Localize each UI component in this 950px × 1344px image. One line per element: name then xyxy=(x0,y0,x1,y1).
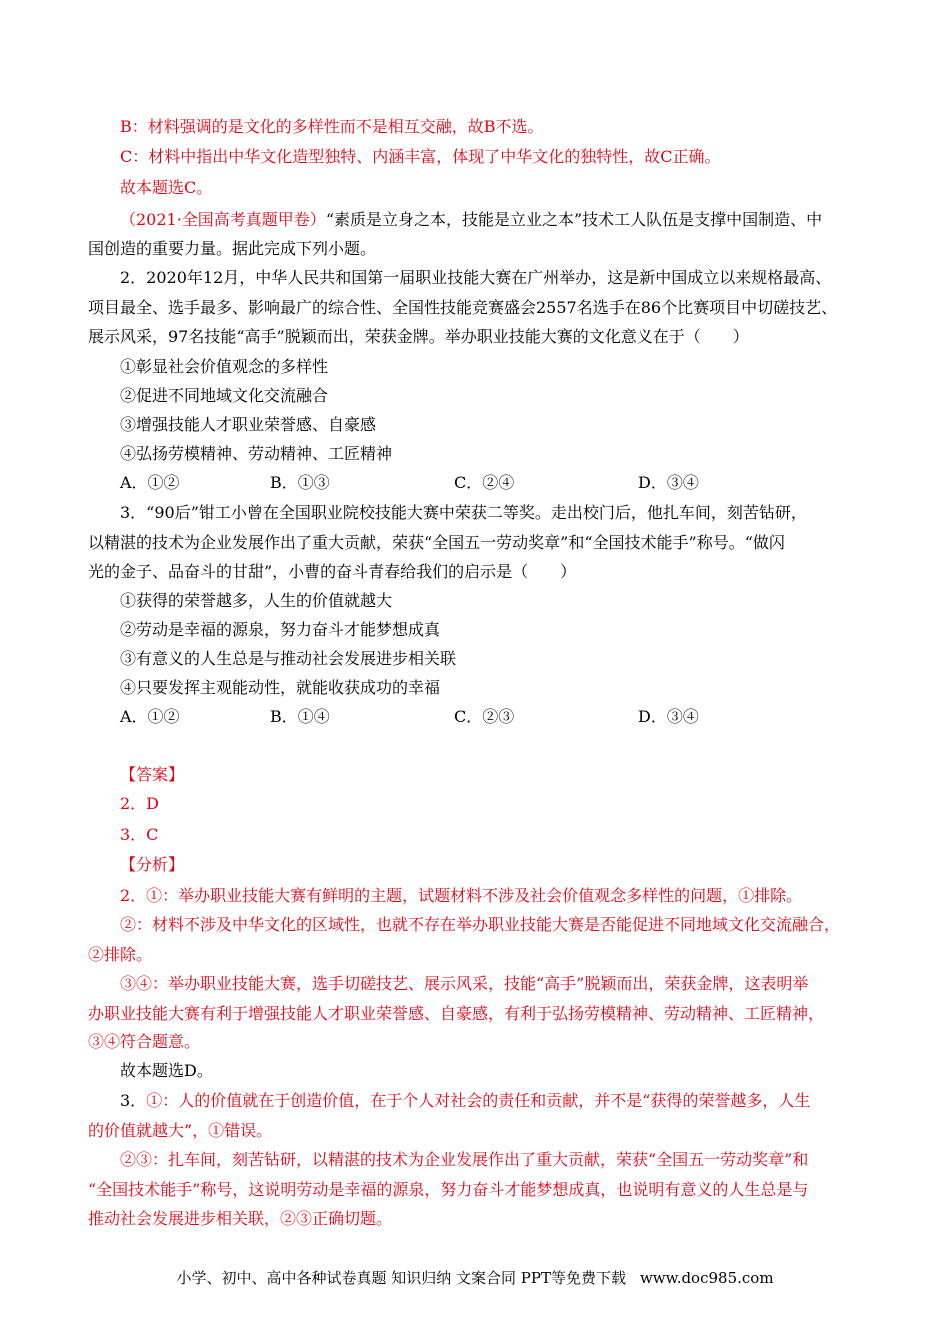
analysis-q2-p2-line-2: ②排除。 xyxy=(88,945,153,964)
prev-analysis-b: B：材料强调的是文化的多样性而不是相互交融，故B不选。 xyxy=(120,117,544,136)
analysis-q3-number: 3． xyxy=(120,1091,147,1110)
q2-option-a: A．①② xyxy=(120,473,180,492)
q3-option-b: B．①④ xyxy=(270,707,330,726)
q3-item-4: ④只要发挥主观能动性，就能收获成功的幸福 xyxy=(120,678,441,697)
analysis-q3-p2-line-2: “全国技术能手”称号，这说明劳动是幸福的源泉，努力奋斗才能梦想成真，也说明有意义的人生总是与 xyxy=(88,1180,809,1199)
q2-option-b: B．①③ xyxy=(270,473,330,492)
passage-line-2: 国创造的重要力量。据此完成下列小题。 xyxy=(88,239,377,258)
analysis-q3-p2-line-3: 推动社会发展进步相关联，②③正确切题。 xyxy=(88,1209,393,1228)
answer-q3: 3．C xyxy=(120,825,159,844)
q2-item-2: ②促进不同地域文化交流融合 xyxy=(120,386,329,405)
page-footer xyxy=(0,1268,950,1288)
q3-option-c: C．②③ xyxy=(454,707,515,726)
analysis-heading: 【分析】 xyxy=(120,855,185,874)
q3-stem-line-3: 光的金子、品奋斗的甘甜”，小曹的奋斗青春给我们的启示是（ ） xyxy=(88,562,577,581)
passage-line-1-text: “素质是立身之本，技能是立业之本”技术工人队伍是支撑中国制造、中 xyxy=(325,210,823,229)
q3-stem-line-2: 以精湛的技术为企业发展作出了重大贡献，荣获“全国五一劳动奖章”和“全国技术能手”称号。“做闪 xyxy=(88,533,785,552)
analysis-q3-p1-line-1-text: ①：人的价值就在于创造价值，在于个人对社会的责任和贡献，并不是“获得的荣誉越多，人生 xyxy=(146,1091,811,1110)
q3-item-2: ②劳动是幸福的源泉，努力奋斗才能梦想成真 xyxy=(120,620,441,639)
q2-item-3: ③增强技能人才职业荣誉感、自豪感 xyxy=(120,415,377,434)
q2-stem-line-2: 项目最全、选手最多、影响最广的综合性、全国性技能竞赛盛会2557名选手在86个比赛项目中切磋技艺、 xyxy=(88,298,838,317)
q3-item-1: ①获得的荣誉越多，人生的价值就越大 xyxy=(120,591,393,610)
analysis-q3-p2-line-1: ②③：扎车间，刻苦钻研，以精湛的技术为企业发展作出了重大贡献，荣获“全国五一劳动奖章”和 xyxy=(120,1150,809,1169)
answer-q2: 2．D xyxy=(120,794,160,813)
q2-item-4: ④弘扬劳模精神、劳动精神、工匠精神 xyxy=(120,444,393,463)
analysis-q2-conclusion: 故本题选D。 xyxy=(120,1061,213,1080)
q2-option-d: D．③④ xyxy=(638,473,699,492)
analysis-q3-p1-line-1 xyxy=(120,1091,900,1111)
passage-line-1 xyxy=(120,210,900,230)
footer-text: 小学、初中、高中各种试卷真题 知识归纳 文案合同 PPT等免费下载 xyxy=(176,1269,626,1287)
q2-stem-line-1: 2．2020年12月，中华人民共和国第一届职业技能大赛在广州举办，这是新中国成立以来规格最高、 xyxy=(120,268,832,287)
answer-heading: 【答案】 xyxy=(120,765,185,784)
passage-source: （2021·全国高考真题甲卷） xyxy=(120,210,326,229)
analysis-q2-p2-line-1: ②：材料不涉及中华文化的区域性，也就不存在举办职业技能大赛是否能促进不同地域文化交流融合， xyxy=(120,915,841,934)
analysis-q2-p3-line-3: ③④符合题意。 xyxy=(88,1032,201,1051)
analysis-q3-p1-line-2: 的价值就越大”，①错误。 xyxy=(88,1121,273,1140)
q3-option-d: D．③④ xyxy=(638,707,699,726)
q3-stem-line-1: 3．“90后”钳工小曾在全国职业院校技能大赛中荣获二等奖。走出校门后，他扎车间，刻苦钻研， xyxy=(120,503,807,522)
prev-analysis-c: C：材料中指出中华文化造型独特、内涵丰富，体现了中华文化的独特性，故C正确。 xyxy=(120,147,721,166)
q2-option-c: C．②④ xyxy=(454,473,515,492)
footer-url[interactable]: www.doc985.com xyxy=(639,1269,774,1287)
analysis-q2-p3-line-2: 办职业技能大赛有利于增强技能人才职业荣誉感、自豪感，有利于弘扬劳模精神、劳动精神、工匠精神， xyxy=(88,1004,825,1023)
q3-options xyxy=(120,707,820,727)
prev-conclusion: 故本题选C。 xyxy=(120,178,213,197)
q2-options xyxy=(120,473,820,493)
q3-item-3: ③有意义的人生总是与推动社会发展进步相关联 xyxy=(120,649,457,668)
q3-option-a: A．①② xyxy=(120,707,180,726)
analysis-q2-p3-line-1: ③④：举办职业技能大赛，选手切磋技艺、展示风采，技能“高手”脱颖而出，荣获金牌，这表明举 xyxy=(120,974,809,993)
analysis-q2-p1: 2．①：举办职业技能大赛有鲜明的主题，试题材料不涉及社会价值观念多样性的问题，①排除。 xyxy=(120,886,803,905)
q2-stem-line-3: 展示风采，97名技能“高手”脱颖而出，荣获金牌。举办职业技能大赛的文化意义在于（ ） xyxy=(88,327,749,346)
q2-item-1: ①彰显社会价值观念的多样性 xyxy=(120,357,329,376)
